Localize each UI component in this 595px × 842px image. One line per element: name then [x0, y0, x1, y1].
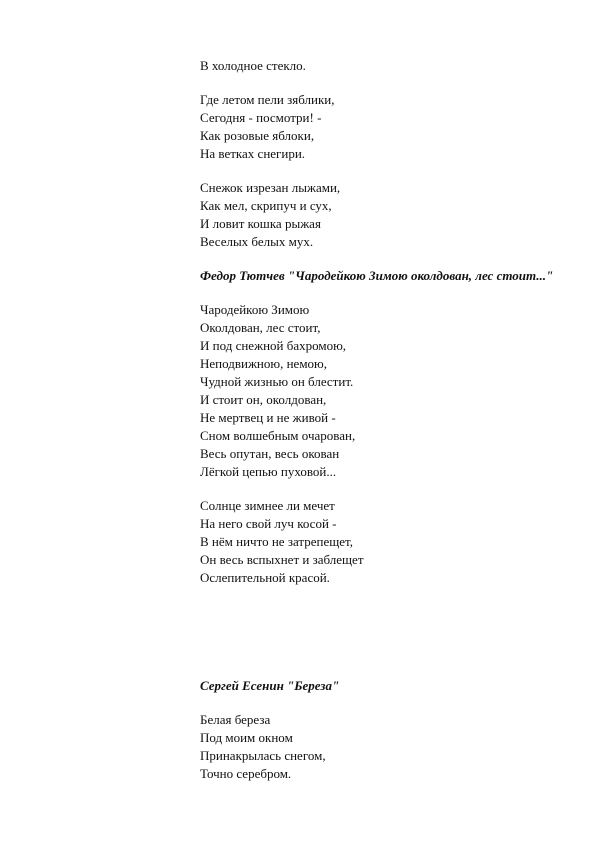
poem-heading-tyutchev: Федор Тютчев "Чародейкою Зимою околдован, лес стоит..." — [200, 268, 554, 283]
poem-line: Он весь вспыхнет и заблещет — [200, 552, 364, 567]
poem-line: Ослепительной красой. — [200, 570, 330, 585]
poem-line: И ловит кошка рыжая — [200, 216, 321, 231]
poem-line: Где летом пели зяблики, — [200, 92, 335, 107]
poem-text-block — [200, 57, 560, 783]
poem-line: Околдован, лес стоит, — [200, 320, 321, 335]
poem-line: Сегодня - посмотри! - — [200, 110, 322, 125]
poem-line: Чародейкою Зимою — [200, 302, 310, 317]
poem-line: Снежок изрезан лыжами, — [200, 180, 341, 195]
poem-line: Как мел, скрипуч и сух, — [200, 198, 332, 213]
poem-line: И под снежной бахромою, — [200, 338, 347, 353]
poem-line: Лёгкой цепью пуховой... — [200, 464, 337, 479]
poem-line: Чудной жизнью он блестит. — [200, 374, 354, 389]
poem-line: Белая береза — [200, 712, 271, 727]
poem-line: Солнце зимнее ли мечет — [200, 498, 335, 513]
poem-line: В нём ничто не затрепещет, — [200, 534, 353, 549]
poem-line: Веселых белых мух. — [200, 234, 314, 249]
poem-line: И стоит он, околдован, — [200, 392, 327, 407]
poem-line: Принакрылась снегом, — [200, 748, 326, 763]
poem-line: Не мертвец и не живой - — [200, 410, 336, 425]
poem-line: Сном волшебным очарован, — [200, 428, 356, 443]
poem-line: В холодное стекло. — [200, 58, 306, 73]
poem-line: Весь опутан, весь окован — [200, 446, 340, 461]
poem-line: Под моим окном — [200, 730, 293, 745]
poem-line: Неподвижною, немою, — [200, 356, 328, 371]
poem-heading-esenin: Сергей Есенин "Береза" — [200, 678, 340, 693]
poem-line: На ветках снегири. — [200, 146, 306, 161]
poem-line: Как розовые яблоки, — [200, 128, 315, 143]
poem-line: Точно серебром. — [200, 766, 292, 781]
poem-line: На него свой луч косой - — [200, 516, 337, 531]
